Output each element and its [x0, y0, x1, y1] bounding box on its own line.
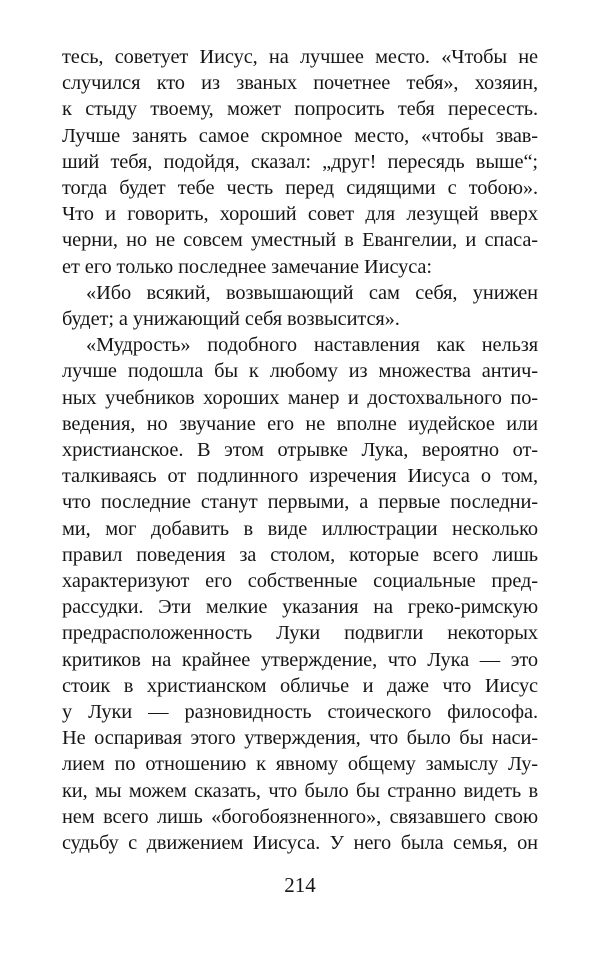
text-line: ки, мы можем сказать, что было бы странно видеть в: [62, 779, 538, 802]
text-line: христианское. В этом отрывке Лука, вероятно от-: [62, 439, 538, 461]
text-line: что последние станут первыми, а первые последни-: [62, 491, 538, 514]
text-line: к стыду твоему, может попросить тебя пересесть.: [62, 98, 538, 121]
text-line: «Мудрость» подобного наставления как нельзя: [86, 334, 538, 357]
text-line: характеризуют его собственные социальные пред-: [62, 570, 538, 592]
text-line: лучше подошла бы к любому из множества антич-: [62, 360, 538, 383]
text-line: ми, мог добавить в виде иллюстрации несколько: [62, 517, 538, 540]
text-line: ных учебников хороших манер и достохвального по-: [62, 386, 538, 409]
text-line: Лучше занять самое скромное место, «чтобы звав-: [62, 124, 538, 147]
text-line: правил поведения за столом, которые всего лишь: [62, 543, 538, 566]
text-line: у Луки — разновидность стоического философа.: [62, 701, 538, 723]
text-line: ведения, но звучание его не вполне иудейское или: [62, 412, 538, 435]
text-line: предрасположенность Луки подвигли некоторых: [62, 622, 538, 645]
text-line: критиков на крайнее утверждение, что Лука — это: [62, 648, 538, 671]
text-line: случился кто из званых почетнее тебя», хозяин,: [62, 72, 538, 95]
text-line: ет его только последнее замечание Иисуса:: [62, 255, 432, 278]
quote-line: будет; а унижающий себя возвысится».: [62, 308, 400, 330]
text-line: стоик в христианском обличье и даже что Иисус: [62, 674, 538, 697]
text-line: судьбу с движением Иисуса. У него была семья, он: [62, 832, 538, 854]
text-line: лием по отношению к явному общему замыслу Лу-: [62, 753, 538, 776]
text-line: нем всего лишь «богобоязненного», связавшего свою: [62, 805, 538, 828]
text-line: тогда будет тебе честь перед сидящими с тобою».: [62, 177, 538, 199]
text-line: рассудки. Эти мелкие указания на греко-римскую: [62, 596, 538, 619]
text-line: Что и говорить, хороший совет для лезущей вверх: [62, 203, 538, 226]
text-line: тесь, советует Иисус, на лучшее место. «Чтобы не: [62, 46, 538, 68]
quote-line: «Ибо всякий, возвышающий сам себя, унижен: [86, 281, 538, 304]
text-line: черни, но не совсем уместный в Евангелии, и спаса-: [62, 229, 538, 252]
text-line: талкиваясь от подлинного изречения Иисуса о том,: [62, 465, 538, 488]
page-number: 214: [284, 873, 316, 898]
text-line: Не оспаривая этого утверждения, что было бы наси-: [62, 727, 538, 750]
text-line: ший тебя, подойдя, сказал: „друг! пересядь выше“;: [62, 150, 538, 173]
